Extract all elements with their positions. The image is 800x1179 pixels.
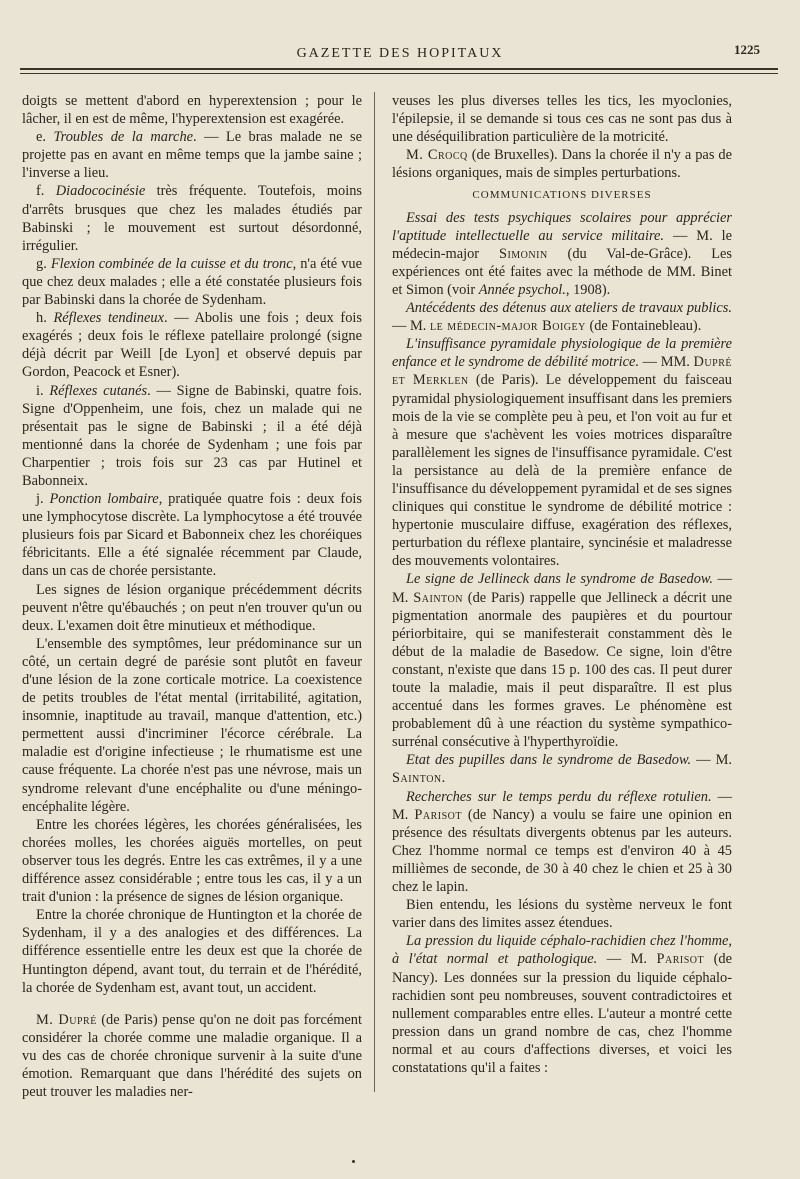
paragraph: doigts se mettent d'abord en hyperextension ; pour le lâcher, il en est de même, l'hyperextension est exagérée. [22, 93, 362, 128]
item-f: f. Diadococinésie très fréquente. Toutefois, moins d'arrêts brusques que chez les malades étudiés par Babinski ; le mouvement est surtout désordonné, irrégulier. [22, 183, 362, 254]
item-i: i. Réflexes cutanés. — Signe de Babinski, quatre fois. Signe d'Oppenheim, une fois, chez un malade qui ne présentait pas le signe de Babinski ; il a été déjà mentionné dans la chorée de Sydenham ; une fois par Charpentier ; trois fois sur 23 cas par Hutinel et Babonneix. [22, 382, 363, 489]
communication-title: Le signe de Jellineck dans le syndrome de Basedow. [406, 571, 714, 588]
header-rule-thick [20, 68, 778, 70]
column-separator [374, 92, 375, 1092]
item-j: j. Ponction lombaire, pratiquée quatre fois : deux fois une lymphocytose discrète. La lymphocytose a été trouvée plusieurs fois par Sicard et Babonneix chez les choréiques fébricitants. Elle a été signalée récemment par Claude, dans un cas de chorée persistante. [22, 491, 362, 580]
paragraph: Les signes de lésion organique précédemment décrits peuvent n'être qu'ébauchés ; on peut n'en trouver qu'un ou deux. L'examen doit être minutieux et méthodique. [22, 581, 362, 634]
item-title: Réflexes cutanés [49, 382, 148, 399]
right-column [392, 92, 732, 1077]
item-title: Troubles de la marche [53, 129, 194, 146]
paragraph: Entre la chorée chronique de Huntington et la chorée de Sydenham, il y a des analogies et des différences. La différence essentielle entre les deux est que la chorée de Huntington dépend, avant tout, du terrain et de l'hérédité, la chorée de Sydenham est, avant tout, un accident. [22, 907, 362, 996]
item-title: Ponction lombaire [49, 491, 159, 508]
page-header [20, 42, 780, 66]
communication-title: Antécédents des détenus aux ateliers de travaux publics. [406, 300, 732, 317]
author-name: Sainton. [392, 770, 446, 787]
paragraph: Bien entendu, les lésions du système nerveux le font varier dans des limites assez étendues. [392, 897, 732, 932]
item-title: Flexion combinée de la cuisse et du tronc [50, 255, 293, 272]
speaker-name: M. Dupré [36, 1011, 97, 1028]
communication: La pression du liquide céphalo-rachidien chez l'homme, à l'état normal et pathologique. — M. Parisot (de Nancy). Les données sur la pression du liquide céphalo-rachidien sont peu nombreuses, souvent contradictoires et nullement comparables entre elles. L'auteur a montré cette pression dans un grand nombre de cas, chez l'homme normal et au cours d'affections diverses, et voici les constatations qu'il a faites : [392, 933, 732, 1076]
communication: Recherches sur le temps perdu du réflexe rotulien. — M. Parisot (de Nancy) a voulu se faire une opinion en présence des résultats divergents obtenus par les auteurs. Chez l'homme normal ce temps est d'environ 40 à 45 millièmes de seconde, de 30 à 40 chez le chien et 25 à 30 chez le lapin. [392, 788, 732, 896]
speaker-paragraph: M. Crocq (de Bruxelles). Dans la chorée il n'y a pas de lésions organiques, mais de simples perturbations. [392, 147, 732, 182]
item-h: h. Réflexes tendineux. — Abolis une fois ; deux fois exagérés ; deux fois le réflexe patellaire prolongé (signe déjà décrit par Weill [de Lyon] et observé depuis par Gordon, Peacock et Esner). [22, 310, 363, 381]
communication: L'insuffisance pyramidale physiologique de la première enfance et le syndrome de débilité motrice. — MM. Dupré et Merklen (de Paris). Le développement du faisceau pyramidal physiologiquement insuffisant dans les premiers mois de la vie se complète peu à peu, et l'on voit au fur et à mesure que s'achèvent les voies motrices disparaître parallèlement les signes de l'insuffisance pyramidale. C'est la persistance au delà de la première enfance de l'insuffisance du développement pyramidal et de ses signes cliniques qui constitue le syndrome de débilité motrice : hypertonie musculaire diffuse, exagération des réflexes, perturbation du réflexe plantaire, syncinésie et maladresse des mouvements volontaires. [392, 336, 732, 570]
page-number: 1225 [734, 42, 760, 57]
item-title: Diadococinésie [55, 183, 146, 200]
author-name: le médecin-major Boigey [429, 318, 586, 335]
journal-title: GAZETTE DES HOPITAUX [296, 46, 504, 61]
paragraph: Entre les chorées légères, les chorées généralisées, les chorées molles, les chorées aiguës mortelles, on peut observer tous les degrés. Entre les cas extrêmes, il y a une différence assez considérable ; entre tous les cas, il y a un trait d'union : la présence de signes de lésion organique. [22, 816, 362, 906]
communication-title: L'insuffisance pyramidale physiologique de la première enfance et le syndrome de débilité motrice. [392, 336, 732, 371]
item-g: g. Flexion combinée de la cuisse et du tronc, n'a été vue que chez deux malades ; elle a été constatée plusieurs fois par Babinski dans la chorée de Sydenham. [22, 255, 362, 309]
item-title: Réflexes tendineux [53, 310, 164, 327]
author-name: Parisot [414, 806, 462, 823]
author-name: Parisot [656, 951, 705, 968]
communication-title: Essai des tests psychiques scolaires pour apprécier l'aptitude intellectuelle au service militaire. [392, 209, 732, 244]
paragraph: veuses les plus diverses telles les tics, les myoclonies, l'épilepsie, il se demande si tous ces cas ne sont pas dus à une déséquilibration particulière de la motricité. [392, 93, 732, 146]
left-column [22, 92, 362, 1101]
author-name: Dupré et Merklen [392, 354, 732, 389]
author-name: Simonin [498, 245, 548, 262]
author-name: Sainton [413, 589, 463, 606]
communication: Antécédents des détenus aux ateliers de travaux publics. — M. le médecin-major Boigey (de Fontainebleau). [392, 300, 732, 335]
item-e: e. Troubles de la marche. — Le bras malade ne se projette pas en avant en même temps que la jambe saine ; l'inverse a lieu. [22, 129, 362, 182]
header-rule-thin [20, 73, 778, 74]
speaker-paragraph: M. Dupré (de Paris) pense qu'on ne doit pas forcément considérer la chorée comme une maladie organique. Il a vu des cas de chorée chronique survenir à la suite d'une émotion. Remarquant que dans l'hérédité des sujets on peut trouver les maladies ner- [22, 1011, 362, 1101]
paragraph: L'ensemble des symptômes, leur prédominance sur un côté, un certain degré de parésie sont plutôt en faveur d'une lésion de la zone corticale motrice. La coexistence de petits troubles de l'état mental (irritabilité, agitation, insomnie, inaptitude au travail, manque d'attention, etc.) permettent aussi d'incriminer l'écorce cérébrale. La maladie est d'origine infectieuse ; le rhumatisme est une cause fréquente. La chorée n'est pas une névrose, mais un syndrome relevant d'une encéphalite ou d'une méningo-encéphalite légère. [22, 635, 362, 815]
communication-title: Etat des pupilles dans le syndrome de Basedow. [406, 752, 692, 769]
communication: Etat des pupilles dans le syndrome de Basedow. — M. Sainton. [392, 752, 733, 787]
communication: Essai des tests psychiques scolaires pour apprécier l'aptitude intellectuelle au service militaire. — M. le médecin-major Simonin (du Val-de-Grâce). Les expériences ont été faites avec la méthode de MM. Binet et Simon (voir Année psychol., 1908). [392, 209, 733, 298]
communication: Le signe de Jellineck dans le syndrome de Basedow. — M. Sainton (de Paris) rappelle que Jellineck a décrit une pigmentation anormale des paupières et du pourtour périorbitaire, qui se manifesterait constamment dès le début de la maladie de Basedow. Ce signe, loin d'être constant, n'existe que dans 15 p. 100 des cas. Il peut durer toute la maladie, mais il peut disparaître. Il est plus accentué dans les formes graves. Le phénomène est probablement dû à une réaction du système sympathico-surrénal consécutive à l'hyperthyroïdie. [392, 571, 732, 751]
communication-title: La pression du liquide céphalo-rachidien chez l'homme, à l'état normal et pathologique. [392, 933, 732, 968]
section-heading: COMMUNICATIONS DIVERSES [472, 189, 652, 202]
speaker-name: M. Crocq [406, 147, 468, 164]
communication-title: Recherches sur le temps perdu du réflexe rotulien. [406, 788, 712, 805]
page-mark [352, 1160, 355, 1163]
